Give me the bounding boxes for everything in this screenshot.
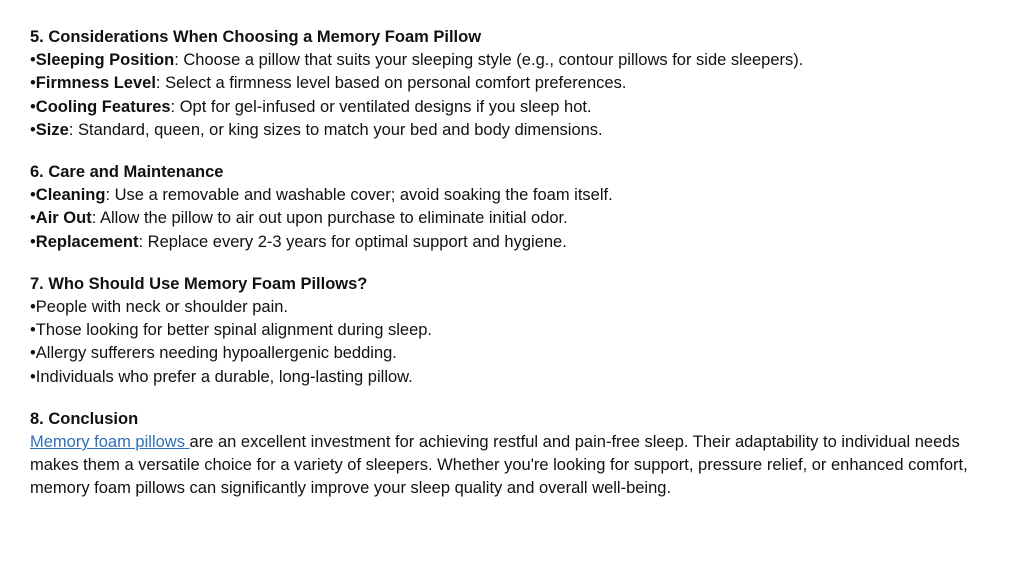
- item-term: Size: [35, 120, 69, 139]
- conclusion-paragraph: [30, 431, 1002, 501]
- section-heading: 6. Care and Maintenance: [30, 163, 224, 182]
- memory-foam-pillows-link[interactable]: Memory foam pillows: [30, 433, 190, 452]
- section-care-maintenance: [30, 161, 1002, 254]
- bullet: •: [30, 321, 36, 340]
- item-term: Firmness Level: [35, 74, 156, 93]
- item-text: People with neck or shoulder pain.: [35, 298, 289, 317]
- item-text: Those looking for better spinal alignment during sleep.: [35, 321, 433, 340]
- item-text: : Use a removable and washable cover; avoid soaking the foam itself.: [105, 186, 613, 205]
- item-term: Air Out: [35, 209, 92, 228]
- section-who-should-use: [30, 273, 1002, 389]
- item-text: Allergy sufferers needing hypoallergenic bedding.: [35, 344, 397, 363]
- list-item: [30, 96, 1002, 119]
- bullet: •: [30, 51, 36, 70]
- item-text: : Allow the pillow to air out upon purchase to eliminate initial odor.: [91, 209, 568, 228]
- item-text: : Standard, queen, or king sizes to match your bed and body dimensions.: [68, 120, 603, 139]
- bullet: •: [30, 344, 36, 363]
- item-term: Replacement: [35, 232, 139, 251]
- bullet: •: [30, 298, 36, 317]
- section-considerations: [30, 26, 1002, 142]
- list-item: [30, 231, 1002, 254]
- section-conclusion: [30, 408, 1002, 501]
- bullet: •: [30, 367, 36, 386]
- list-item: [30, 72, 1002, 95]
- list-item: [30, 119, 1002, 142]
- list-item: [30, 184, 1002, 207]
- list-item: [30, 207, 1002, 230]
- bullet: •: [30, 74, 36, 93]
- list-item: [30, 319, 1002, 342]
- conclusion-body: are an excellent investment for achieving restful and pain-free sleep. Their adaptability to individual needs makes them a versatile choice for a variety of sleepers. Whether you're looking for support, pressure relief, or enhanced comfort, memory foam pillows can significantly improve your sleep quality and overall well-being.: [30, 433, 968, 498]
- bullet: •: [30, 232, 36, 251]
- item-term: Cleaning: [35, 186, 106, 205]
- list-item: [30, 342, 1002, 365]
- item-text: Individuals who prefer a durable, long-lasting pillow.: [35, 367, 413, 386]
- item-text: : Select a firmness level based on personal comfort preferences.: [155, 74, 627, 93]
- list-item: [30, 296, 1002, 319]
- bullet: •: [30, 186, 36, 205]
- bullet: •: [30, 209, 36, 228]
- document-body: [30, 26, 1002, 520]
- item-term: Sleeping Position: [35, 51, 175, 70]
- item-text: : Choose a pillow that suits your sleeping style (e.g., contour pillows for side sleepers).: [174, 51, 804, 70]
- list-item: [30, 366, 1002, 389]
- section-heading: 7. Who Should Use Memory Foam Pillows?: [30, 274, 368, 293]
- section-heading: 8. Conclusion: [30, 409, 139, 428]
- bullet: •: [30, 120, 36, 139]
- item-text: : Replace every 2-3 years for optimal support and hygiene.: [138, 232, 567, 251]
- item-term: Cooling Features: [35, 97, 171, 116]
- list-item: [30, 49, 1002, 72]
- bullet: •: [30, 97, 36, 116]
- section-heading: 5. Considerations When Choosing a Memory Foam Pillow: [30, 28, 482, 46]
- item-text: : Opt for gel-infused or ventilated designs if you sleep hot.: [170, 97, 592, 116]
